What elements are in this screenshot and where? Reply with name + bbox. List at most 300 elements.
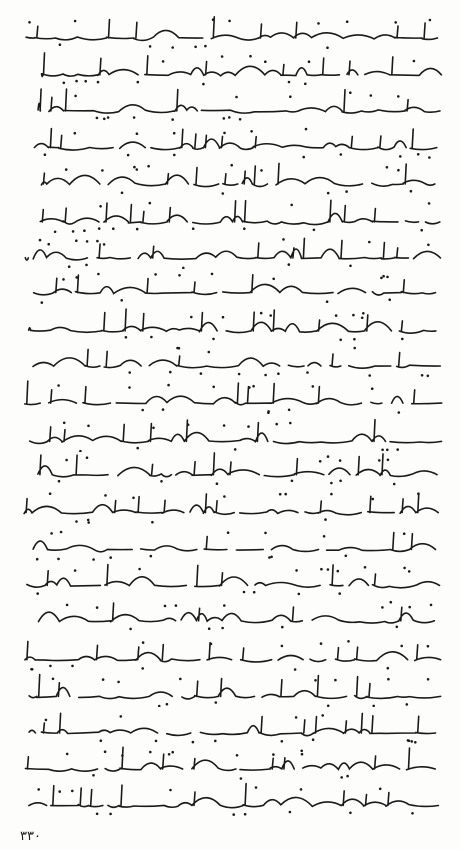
diacritic-dot bbox=[45, 718, 48, 721]
diacritic-dot bbox=[86, 456, 89, 459]
diacritic-dot bbox=[211, 272, 214, 275]
diacritic-dot bbox=[103, 118, 106, 121]
diacritic-dot bbox=[388, 298, 391, 301]
diacritic-dot bbox=[132, 496, 135, 499]
diacritic-dot bbox=[240, 777, 243, 780]
diacritic-dot bbox=[427, 644, 430, 647]
diacritic-dot bbox=[289, 421, 292, 424]
diacritic-dot bbox=[282, 238, 285, 241]
diacritic-dot bbox=[381, 606, 384, 609]
diacritic-dot bbox=[301, 753, 304, 756]
diacritic-dot bbox=[127, 153, 130, 156]
diacritic-dot bbox=[121, 754, 124, 757]
diacritic-dot bbox=[429, 19, 432, 22]
diacritic-dot bbox=[72, 230, 75, 233]
diacritic-dot bbox=[151, 520, 154, 523]
diacritic-dot bbox=[58, 480, 61, 483]
diacritic-dot bbox=[417, 153, 420, 156]
diacritic-dot bbox=[65, 459, 68, 462]
diacritic-dot bbox=[267, 411, 270, 414]
manuscript-line bbox=[14, 598, 446, 634]
diacritic-dot bbox=[221, 627, 224, 630]
diacritic-dot bbox=[370, 94, 373, 97]
diacritic-dot bbox=[223, 604, 226, 607]
diacritic-dot bbox=[215, 701, 218, 704]
diacritic-dot bbox=[97, 272, 100, 275]
diacritic-dot bbox=[382, 274, 385, 277]
diacritic-dot bbox=[154, 273, 157, 276]
diacritic-dot bbox=[112, 227, 115, 230]
diacritic-dot bbox=[427, 678, 430, 681]
diacritic-dot bbox=[36, 558, 39, 561]
diacritic-dot bbox=[120, 715, 123, 718]
diacritic-dot bbox=[223, 117, 226, 120]
diacritic-dot bbox=[372, 497, 375, 500]
diacritic-dot bbox=[52, 678, 55, 681]
manuscript-line bbox=[14, 87, 446, 123]
manuscript-line bbox=[14, 306, 446, 342]
diacritic-dot bbox=[414, 741, 417, 744]
diacritic-dot bbox=[400, 644, 403, 647]
diacritic-dot bbox=[387, 459, 390, 462]
diacritic-dot bbox=[288, 409, 291, 412]
handwriting-stroke bbox=[30, 419, 442, 443]
diacritic-dot bbox=[120, 299, 123, 302]
handwriting-stroke bbox=[39, 603, 435, 623]
diacritic-dot bbox=[371, 387, 374, 390]
diacritic-dot bbox=[403, 532, 406, 535]
diacritic-dot bbox=[149, 45, 152, 48]
diacritic-dot bbox=[339, 480, 342, 483]
diacritic-dot bbox=[393, 483, 396, 486]
diacritic-dot bbox=[284, 492, 287, 495]
diacritic-dot bbox=[104, 494, 107, 497]
diacritic-dot bbox=[289, 810, 292, 813]
diacritic-dot bbox=[408, 606, 411, 609]
diacritic-dot bbox=[104, 750, 107, 753]
diacritic-dot bbox=[128, 386, 131, 389]
diacritic-dot bbox=[204, 45, 207, 48]
diacritic-dot bbox=[194, 46, 197, 49]
diacritic-dot bbox=[326, 300, 329, 303]
diacritic-dot bbox=[136, 132, 139, 135]
diacritic-dot bbox=[337, 569, 340, 572]
diacritic-dot bbox=[223, 495, 226, 498]
diacritic-dot bbox=[74, 20, 77, 23]
diacritic-dot bbox=[179, 678, 182, 681]
diacritic-dot bbox=[74, 569, 77, 572]
diacritic-dot bbox=[361, 317, 364, 320]
diacritic-dot bbox=[223, 131, 226, 134]
diacritic-dot bbox=[133, 116, 136, 119]
diacritic-dot bbox=[312, 385, 315, 388]
diacritic-dot bbox=[192, 740, 195, 743]
diacritic-dot bbox=[346, 20, 349, 23]
diacritic-dot bbox=[338, 592, 341, 595]
diacritic-dot bbox=[84, 79, 87, 82]
diacritic-dot bbox=[399, 155, 402, 158]
diacritic-dot bbox=[171, 118, 174, 121]
diacritic-dot bbox=[253, 590, 256, 593]
diacritic-dot bbox=[353, 346, 356, 349]
diacritic-dot bbox=[162, 60, 165, 63]
diacritic-dot bbox=[403, 566, 406, 569]
diacritic-dot bbox=[430, 604, 433, 607]
diacritic-dot bbox=[39, 239, 42, 242]
diacritic-dot bbox=[427, 244, 430, 247]
diacritic-dot bbox=[308, 60, 311, 63]
diacritic-dot bbox=[92, 558, 95, 561]
diacritic-dot bbox=[291, 480, 294, 483]
diacritic-dot bbox=[368, 241, 371, 244]
handwriting-stroke bbox=[33, 533, 435, 552]
diacritic-dot bbox=[368, 374, 371, 377]
diacritic-dot bbox=[50, 532, 53, 535]
diacritic-dot bbox=[227, 531, 230, 534]
handwriting-stroke bbox=[34, 128, 436, 150]
diacritic-dot bbox=[101, 169, 104, 172]
handwriting-stroke bbox=[33, 52, 441, 76]
diacritic-dot bbox=[413, 59, 416, 62]
diacritic-dot bbox=[397, 169, 400, 172]
manuscript-line bbox=[14, 343, 446, 379]
manuscript-line bbox=[14, 124, 446, 160]
diacritic-dot bbox=[136, 168, 139, 171]
diacritic-dot bbox=[128, 371, 131, 374]
handwriting-stroke bbox=[41, 163, 434, 186]
diacritic-dot bbox=[212, 338, 215, 341]
diacritic-dot bbox=[243, 590, 246, 593]
diacritic-dot bbox=[327, 192, 330, 195]
diacritic-dot bbox=[272, 753, 275, 756]
diacritic-dot bbox=[169, 788, 172, 791]
diacritic-dot bbox=[96, 606, 99, 609]
diacritic-dot bbox=[83, 229, 86, 232]
diacritic-dot bbox=[210, 642, 213, 645]
diacritic-dot bbox=[379, 787, 382, 790]
diacritic-dot bbox=[87, 518, 90, 521]
diacritic-dot bbox=[313, 228, 316, 231]
diacritic-dot bbox=[320, 567, 323, 570]
diacritic-dot bbox=[387, 666, 390, 669]
handwriting-stroke bbox=[18, 564, 439, 587]
diacritic-dot bbox=[279, 492, 282, 495]
diacritic-dot bbox=[100, 739, 103, 742]
diacritic-dot bbox=[295, 569, 298, 572]
diacritic-dot bbox=[334, 679, 337, 682]
handwriting-stroke bbox=[25, 747, 435, 771]
diacritic-dot bbox=[320, 642, 323, 645]
diacritic-dot bbox=[244, 812, 247, 815]
manuscript-line bbox=[14, 708, 446, 744]
diacritic-dot bbox=[99, 205, 102, 208]
diacritic-dot bbox=[222, 192, 225, 195]
diacritic-dot bbox=[150, 336, 153, 339]
handwritten-text-block bbox=[14, 6, 446, 816]
manuscript-line bbox=[14, 416, 446, 452]
diacritic-dot bbox=[387, 678, 390, 681]
diacritic-dot bbox=[129, 628, 132, 631]
diacritic-dot bbox=[410, 190, 413, 193]
diacritic-dot bbox=[202, 82, 205, 85]
diacritic-dot bbox=[300, 788, 303, 791]
diacritic-dot bbox=[92, 774, 95, 777]
diacritic-dot bbox=[304, 82, 307, 85]
diacritic-dot bbox=[268, 556, 271, 559]
diacritic-dot bbox=[74, 131, 77, 134]
diacritic-dot bbox=[96, 240, 99, 243]
handwriting-stroke bbox=[38, 453, 437, 477]
diacritic-dot bbox=[41, 301, 44, 304]
diacritic-dot bbox=[378, 459, 381, 462]
diacritic-dot bbox=[407, 739, 410, 742]
diacritic-dot bbox=[96, 117, 99, 120]
diacritic-dot bbox=[281, 740, 284, 743]
manuscript-line bbox=[14, 379, 446, 415]
diacritic-dot bbox=[302, 155, 305, 158]
diacritic-dot bbox=[187, 423, 190, 426]
diacritic-dot bbox=[162, 408, 165, 411]
diacritic-dot bbox=[346, 775, 349, 778]
diacritic-dot bbox=[63, 81, 66, 84]
diacritic-dot bbox=[420, 228, 423, 231]
diacritic-dot bbox=[66, 753, 69, 756]
diacritic-dot bbox=[147, 165, 150, 168]
diacritic-dot bbox=[314, 679, 317, 682]
diacritic-dot bbox=[65, 168, 68, 171]
diacritic-dot bbox=[169, 370, 172, 373]
diacritic-dot bbox=[269, 314, 272, 317]
diacritic-dot bbox=[300, 750, 303, 753]
handwriting-stroke bbox=[33, 349, 440, 368]
diacritic-dot bbox=[171, 46, 174, 49]
diacritic-dot bbox=[406, 703, 409, 706]
diacritic-dot bbox=[288, 263, 291, 266]
diacritic-dot bbox=[298, 592, 301, 595]
manuscript-line bbox=[14, 160, 446, 196]
diacritic-dot bbox=[86, 240, 89, 243]
diacritic-dot bbox=[290, 203, 293, 206]
handwriting-stroke bbox=[34, 274, 436, 294]
diacritic-dot bbox=[167, 384, 170, 387]
handwriting-stroke bbox=[29, 783, 439, 807]
diacritic-dot bbox=[396, 448, 399, 451]
diacritic-dot bbox=[381, 448, 384, 451]
diacritic-dot bbox=[166, 703, 169, 706]
handwriting-stroke bbox=[29, 309, 436, 333]
diacritic-dot bbox=[142, 641, 145, 644]
manuscript-line bbox=[14, 14, 446, 50]
diacritic-dot bbox=[294, 668, 297, 671]
diacritic-dot bbox=[249, 54, 252, 57]
diacritic-dot bbox=[97, 80, 100, 83]
diacritic-dot bbox=[87, 521, 90, 524]
diacritic-dot bbox=[160, 480, 163, 483]
diacritic-dot bbox=[221, 55, 224, 58]
diacritic-dot bbox=[133, 166, 136, 169]
diacritic-dot bbox=[427, 374, 430, 377]
diacritic-dot bbox=[136, 227, 139, 230]
manuscript-line bbox=[14, 562, 446, 598]
diacritic-dot bbox=[66, 604, 69, 607]
manuscript-line bbox=[14, 671, 446, 707]
diacritic-dot bbox=[330, 492, 333, 495]
diacritic-dot bbox=[155, 739, 158, 742]
diacritic-dot bbox=[214, 739, 217, 742]
diacritic-dot bbox=[37, 788, 40, 791]
diacritic-dot bbox=[168, 753, 171, 756]
diacritic-dot bbox=[149, 751, 152, 754]
diacritic-dot bbox=[323, 535, 326, 538]
diacritic-dot bbox=[281, 626, 284, 629]
diacritic-dot bbox=[58, 790, 61, 793]
diacritic-dot bbox=[411, 812, 414, 815]
diacritic-dot bbox=[417, 492, 420, 495]
diacritic-dot bbox=[228, 116, 231, 119]
diacritic-dot bbox=[281, 644, 284, 647]
diacritic-dot bbox=[62, 278, 65, 281]
diacritic-dot bbox=[47, 243, 50, 246]
diacritic-dot bbox=[330, 482, 333, 485]
diacritic-dot bbox=[288, 80, 291, 83]
diacritic-dot bbox=[164, 605, 167, 608]
diacritic-dot bbox=[75, 520, 78, 523]
diacritic-dot bbox=[324, 518, 327, 521]
diacritic-dot bbox=[103, 243, 106, 246]
diacritic-dot bbox=[277, 372, 280, 375]
diacritic-dot bbox=[252, 385, 255, 388]
diacritic-dot bbox=[200, 372, 203, 375]
diacritic-dot bbox=[386, 448, 389, 451]
diacritic-dot bbox=[74, 95, 77, 98]
manuscript-line bbox=[14, 781, 446, 817]
diacritic-dot bbox=[173, 153, 176, 156]
diacritic-dot bbox=[190, 316, 193, 319]
diacritic-dot bbox=[59, 43, 62, 46]
diacritic-dot bbox=[340, 153, 343, 156]
diacritic-dot bbox=[223, 424, 226, 427]
diacritic-dot bbox=[364, 566, 367, 569]
diacritic-dot bbox=[352, 314, 355, 317]
diacritic-dot bbox=[312, 738, 315, 741]
diacritic-dot bbox=[136, 446, 139, 449]
diacritic-dot bbox=[107, 116, 110, 119]
diacritic-dot bbox=[117, 681, 120, 684]
handwriting-stroke bbox=[29, 713, 435, 735]
diacritic-dot bbox=[264, 532, 267, 535]
diacritic-dot bbox=[260, 312, 263, 315]
diacritic-dot bbox=[75, 276, 78, 279]
diacritic-dot bbox=[44, 153, 47, 156]
diacritic-dot bbox=[57, 384, 60, 387]
diacritic-dot bbox=[57, 558, 60, 561]
diacritic-dot bbox=[138, 567, 141, 570]
diacritic-dot bbox=[247, 425, 250, 428]
diacritic-dot bbox=[141, 409, 144, 412]
diacritic-dot bbox=[236, 754, 239, 757]
manuscript-line bbox=[14, 51, 446, 87]
diacritic-dot bbox=[326, 46, 329, 49]
diacritic-dot bbox=[339, 459, 342, 462]
diacritic-dot bbox=[305, 127, 308, 130]
diacritic-dot bbox=[264, 373, 267, 376]
page-number: ٣٣٠ bbox=[20, 829, 41, 844]
diacritic-dot bbox=[295, 716, 298, 719]
diacritic-dot bbox=[152, 426, 155, 429]
diacritic-dot bbox=[75, 239, 78, 242]
diacritic-dot bbox=[396, 626, 399, 629]
diacritic-dot bbox=[386, 275, 389, 278]
diacritic-dot bbox=[178, 346, 181, 349]
diacritic-dot bbox=[121, 192, 124, 195]
diacritic-dot bbox=[31, 668, 34, 671]
diacritic-dot bbox=[248, 386, 251, 389]
diacritic-dot bbox=[36, 592, 39, 595]
diacritic-dot bbox=[212, 18, 215, 21]
diacritic-dot bbox=[345, 555, 348, 558]
handwriting-stroke bbox=[18, 641, 441, 662]
diacritic-dot bbox=[353, 338, 356, 341]
diacritic-dot bbox=[428, 202, 431, 205]
diacritic-dot bbox=[411, 740, 414, 743]
diacritic-dot bbox=[243, 227, 246, 230]
diacritic-dot bbox=[390, 601, 393, 604]
diacritic-dot bbox=[178, 274, 181, 277]
diacritic-dot bbox=[339, 339, 342, 342]
diacritic-dot bbox=[238, 372, 241, 375]
diacritic-dot bbox=[327, 568, 330, 571]
handwriting-stroke bbox=[26, 17, 437, 41]
diacritic-dot bbox=[275, 422, 278, 425]
diacritic-dot bbox=[235, 96, 238, 99]
diacritic-dot bbox=[109, 812, 112, 815]
handwriting-stroke bbox=[38, 89, 440, 113]
diacritic-dot bbox=[398, 411, 401, 414]
manuscript-line bbox=[14, 525, 446, 561]
diacritic-dot bbox=[208, 627, 211, 630]
diacritic-dot bbox=[230, 164, 233, 167]
diacritic-dot bbox=[335, 314, 338, 317]
diacritic-dot bbox=[141, 667, 144, 670]
diacritic-dot bbox=[49, 492, 52, 495]
diacritic-dot bbox=[250, 130, 253, 133]
diacritic-dot bbox=[428, 156, 431, 159]
diacritic-dot bbox=[321, 714, 324, 717]
diacritic-dot bbox=[149, 201, 152, 204]
diacritic-dot bbox=[175, 604, 178, 607]
manuscript-line bbox=[14, 233, 446, 269]
diacritic-dot bbox=[85, 264, 88, 267]
diacritic-dot bbox=[232, 813, 235, 816]
diacritic-dot bbox=[345, 190, 348, 193]
diacritic-dot bbox=[71, 664, 74, 667]
diacritic-dot bbox=[60, 531, 63, 534]
diacritic-dot bbox=[98, 227, 101, 230]
diacritic-dot bbox=[362, 312, 365, 315]
diacritic-dot bbox=[340, 776, 343, 779]
diacritic-dot bbox=[96, 812, 99, 815]
diacritic-dot bbox=[222, 316, 225, 319]
diacritic-dot bbox=[421, 374, 424, 377]
manuscript-line bbox=[14, 270, 446, 306]
diacritic-dot bbox=[401, 338, 404, 341]
diacritic-dot bbox=[192, 227, 195, 230]
diacritic-dot bbox=[272, 277, 275, 280]
diacritic-dot bbox=[75, 79, 78, 82]
diacritic-dot bbox=[306, 371, 309, 374]
diacritic-dot bbox=[349, 811, 352, 814]
diacritic-dot bbox=[319, 460, 322, 463]
